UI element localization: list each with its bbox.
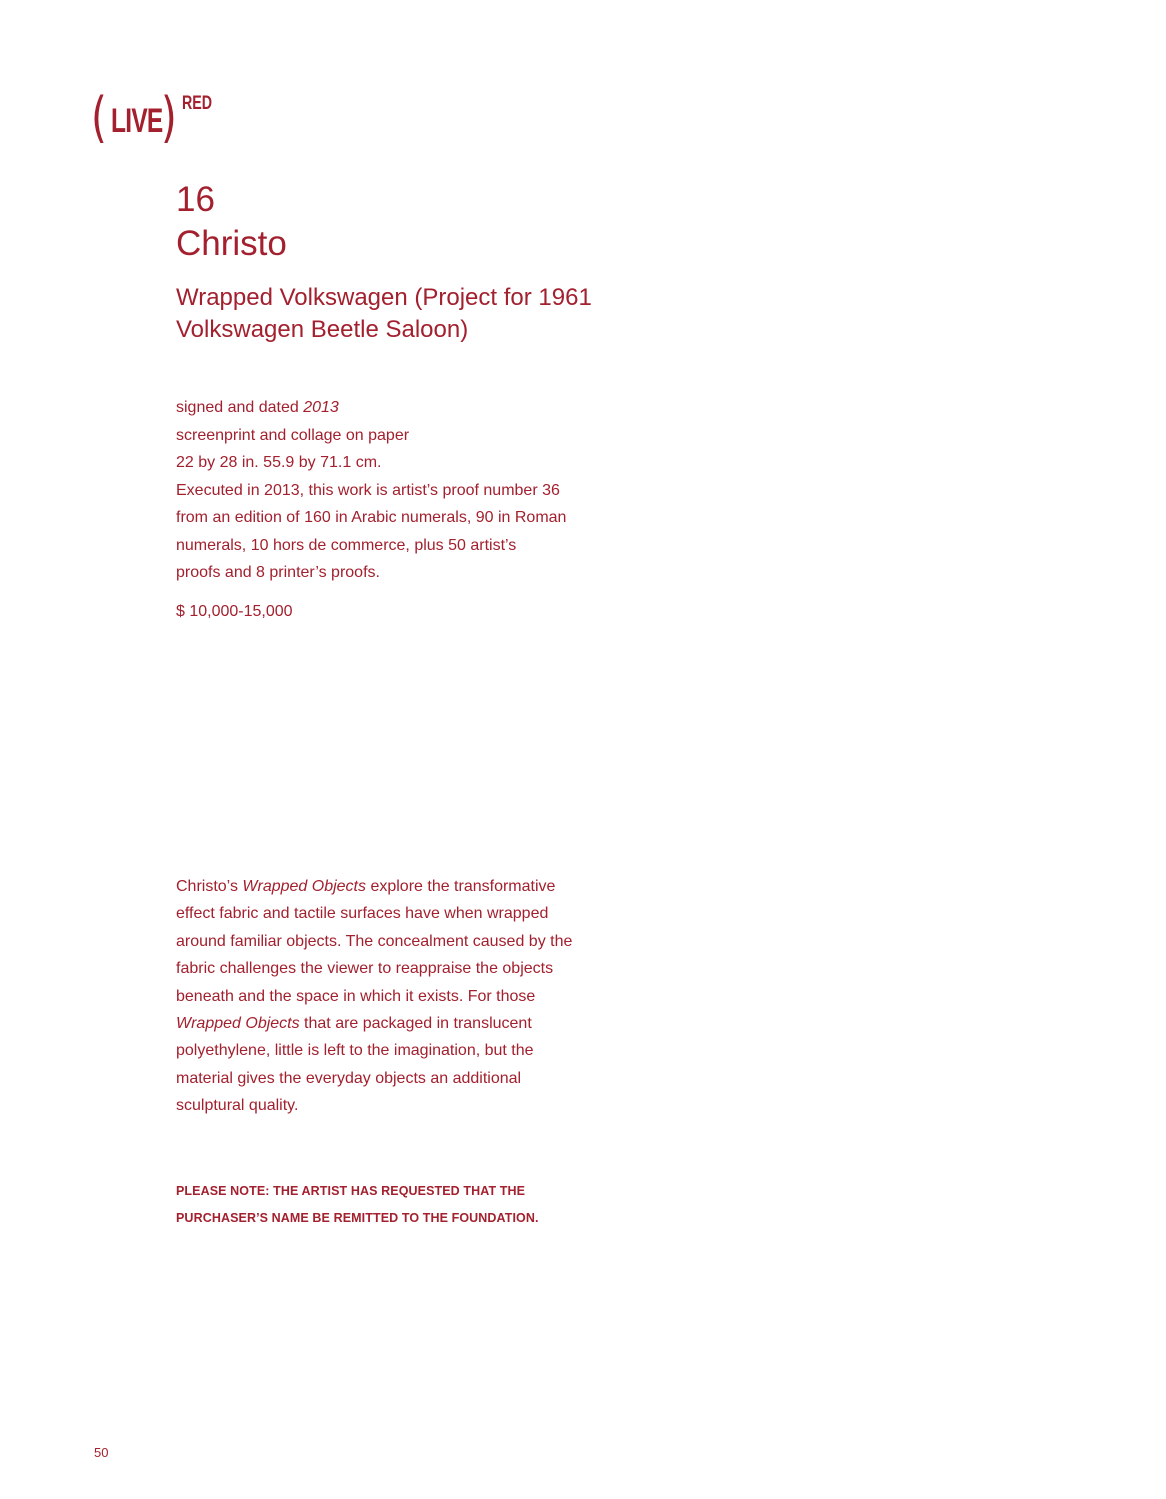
logo-red-text: RED — [182, 93, 213, 114]
artwork-title-line-2: Volkswagen Beetle Saloon) — [176, 316, 469, 343]
dimensions: 22 by 28 in. 55.9 by 71.1 cm. — [176, 454, 382, 471]
signature-year: 2013 — [303, 399, 339, 416]
logo-right-paren: ) — [161, 86, 177, 149]
artist-name: Christo — [176, 224, 287, 263]
catalogue-details — [176, 394, 616, 625]
medium: screenprint and collage on paper — [176, 426, 410, 444]
estimate: $ 10,000-15,000 — [176, 602, 293, 620]
artwork-title — [176, 282, 616, 346]
essay-text-1: Christo’s — [176, 878, 243, 895]
essay-text-2: explore the transformative effect fabric and tactile surfaces have when wrapped around familiar objects. The concealment caused by the fabric challenges the viewer to reappraise the objects beneath and the space in which it exists. For those — [176, 878, 573, 1005]
essay-text-3: that are packaged in translucent polyethylene, little is left to the imagination, but the material gives the everyday objects an additional sculptural quality. — [176, 1015, 534, 1115]
edition-line-2: from an edition of 160 in Arabic numerals, 90 in Roman — [176, 509, 567, 526]
lot-header — [176, 178, 616, 625]
artwork-title-line-1: Wrapped Volkswagen (Project for 1961 — [176, 284, 592, 311]
signature-info — [176, 394, 616, 422]
purchaser-note — [176, 1178, 576, 1232]
catalogue-essay — [176, 873, 576, 1120]
logo-left-paren: ( — [91, 86, 107, 149]
note-line-2: PURCHASER’S NAME BE REMITTED TO THE FOUNDATION. — [176, 1211, 539, 1225]
essay-italic-2: Wrapped Objects — [176, 1015, 300, 1033]
essay-italic-1: Wrapped Objects — [242, 878, 366, 895]
edition-line-1: Executed in 2013, this work is artist’s proof number 36 — [176, 481, 560, 499]
page-number: 50 — [94, 1445, 109, 1460]
note-line-1: PLEASE NOTE: THE ARTIST HAS REQUESTED THAT THE — [176, 1184, 526, 1198]
signature-prefix: signed and dated — [176, 399, 304, 416]
live-red-logo — [91, 88, 221, 152]
logo-live-text: LIVE — [111, 102, 163, 140]
lot-number: 16 — [176, 180, 215, 219]
edition-line-3: numerals, 10 hors de commerce, plus 50 artist’s — [176, 536, 517, 554]
edition-line-4: proofs and 8 printer’s proofs. — [176, 564, 380, 581]
